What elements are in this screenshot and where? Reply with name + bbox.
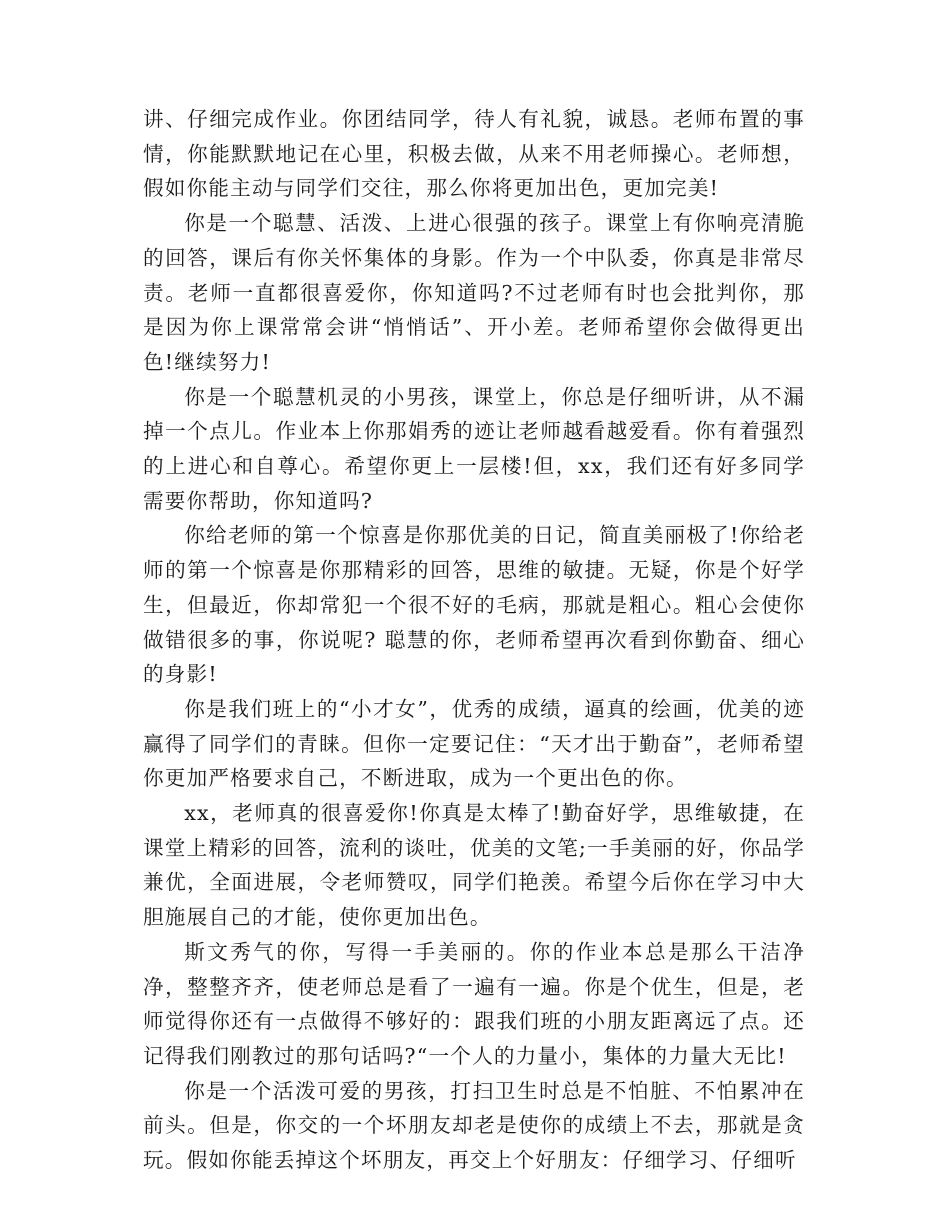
paragraph-4: 你给老师的第一个惊喜是你那优美的日记，简直美丽极了!你给老师的第一个惊喜是你那精彩的回答，思维的敏捷。无疑，你是个好学生，但最近，你却常犯一个很不好的毛病，那就是粗心。粗心会使你做错很多的事，你说呢? 聪慧的你，老师希望再次看到你勤奋、细心的身影! [143,523,805,687]
paragraph-5: 你是我们班上的“小才女”，优秀的成绩，逼真的绘画，优美的迹赢得了同学们的青睐。但你一定要记住：“天才出于勤奋”，老师希望你更加严格要求自己，不断进取，成为一个更出色的你。 [143,696,805,791]
paragraph-7: 斯文秀气的你，写得一手美丽的。你的作业本总是那么干洁净净，整整齐齐，使老师总是看了一遍有一遍。你是个优生，但是，老师觉得你还有一点做得不够好的：跟我们班的小朋友距离远了点。还记得我们刚教过的那句话吗?“一个人的力量小，集体的力量大无比! [143,939,805,1068]
paragraph-3: 你是一个聪慧机灵的小男孩，课堂上，你总是仔细听讲，从不漏掉一个点儿。作业本上你那娟秀的迹让老师越看越爱看。你有着强烈的上进心和自尊心。希望你更上一层楼!但，xx，我们还有好多同学需要你帮助，你知道吗? [143,384,805,513]
paragraph-2: 你是一个聪慧、活泼、上进心很强的孩子。课堂上有你响亮清脆的回答，课后有你关怀集体的身影。作为一个中队委，你真是非常尽责。老师一直都很喜爱你，你知道吗?不过老师有时也会批判你，那是因为你上课常常会讲“悄悄话”、开小差。老师希望你会做得更出色!继续努力! [143,211,805,374]
paragraph-8: 你是一个活泼可爱的男孩，打扫卫生时总是不怕脏、不怕累冲在前头。但是，你交的一个坏朋友却老是使你的成绩上不去，那就是贪玩。假如你能丢掉这个坏朋友，再交上个好朋友：仔细学习、仔细听 [143,1078,805,1173]
paragraph-6: xx，老师真的很喜爱你!你真是太棒了!勤奋好学，思维敏捷，在课堂上精彩的回答，流利的谈吐，优美的文笔;一手美丽的好，你品学兼优，全面进展，令老师赞叹，同学们艳羡。希望今后你在学习中大胆施展自己的才能，使你更加出色。 [143,801,805,930]
paragraph-1: 讲、仔细完成作业。你团结同学，待人有礼貌，诚恳。老师布置的事情，你能默默地记在心里，积极去做，从来不用老师操心。老师想，假如你能主动与同学们交往，那么你将更加出色，更加完美! [143,107,805,201]
document-body [143,102,805,1178]
